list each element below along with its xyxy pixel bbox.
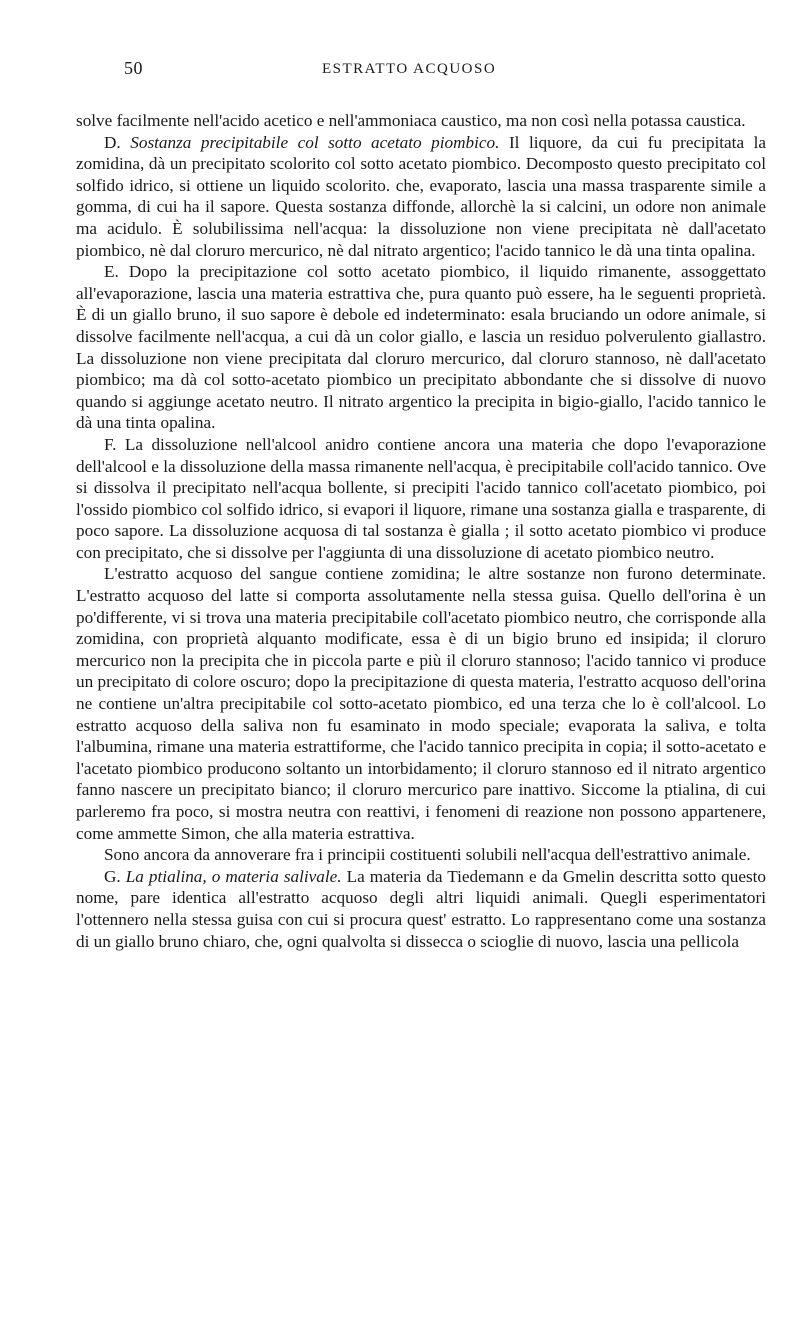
section-d <box>76 132 766 262</box>
paragraph-text: La dissoluzione nell'alcool anidro contiene ancora una materia che dopo l'evaporazione dell'alcool e la dissoluzione della massa rimanente nell'acqua, è precipitabile coll'acido tannico. Ove si dissolva il precipitato nell'acqua bollente, si precipiti l'acido tannico coll'acetato piombico, poi l'ossido piombico col solfido idrico, si evapori il liquore, rimane una sostanza gialla e trasparente, di poco sapore. La dissoluzione acquosa di tal sostanza è gialla ; il sotto acetato piombico vi produce con precipitato, che si dissolve per l'aggiunta di una dissoluzione di acetato piombico neutro. <box>76 434 766 562</box>
paragraph-text: Dopo la precipitazione col sotto acetato piombico, il liquido rimanente, assoggettato all'evaporazione, lascia una materia estrattiva che, pura quanto può essere, ha le seguenti proprietà. È di un giallo bruno, il suo sapore è debole ed indeterminato: esala bruciando un odore animale, si dissolve facilmente nell'acqua, a cui dà un color giallo, e lascia un residuo polverulento giallastro. La dissoluzione non viene precipitata dal cloruro mercurico, dal cloruro stannoso, nè dall'acetato piombico; ma dà col sotto-acetato piombico un precipitato abbondante che si dissolve di nuovo quando si aggiunge acetato neutro. Il nitrato argentico la precipita in bigio-giallo, l'acido tannico le dà una tinta opalina. <box>76 262 766 433</box>
page-number: 50 <box>124 58 143 78</box>
section-f <box>76 434 766 564</box>
section-letter: D. <box>104 132 121 152</box>
section-e <box>76 261 766 434</box>
section-title: Sostanza precipitabile col sotto acetato piombico. <box>130 132 500 152</box>
page-header <box>0 58 800 88</box>
section-title: La ptialina, o materia salivale. <box>125 866 342 886</box>
paragraph-text: L'estratto acquoso del sangue contiene zomidina; le altre sostanze non furono determinate. L'estratto acquoso del latte si comporta assolutamente nella stessa guisa. Quello dell'orina è un po'differente, vi si trova una materia precipitabile coll'acetato piombico neutro, che corrisponde alla zomidina, con proprietà alquanto modificate, essa è di un bigio bruno ed insipida; il cloruro mercurico non la precipita che in piccola parte e più il cloruro stannoso; l'acido tannico vi produce un precipitato di colore oscuro; dopo la precipitazione di questa materia, l'estratto acquoso dell'orina ne contiene un'altra precipitabile col sotto-acetato piombico, ed una terza che lo è coll'alcool. Lo estratto acquoso della saliva non fu esaminato in modo speciale; evaporata la saliva, e tolta l'albumina, rimane una materia estrattiforme, che l'acido tannico precipita in copia; il sotto-acetato e l'acetato piombico producono soltanto un intorbidamento; il cloruro stannoso ed il nitrato argentico fanno nascere un precipitato bianco; il cloruro mercurico pare inattivo. Siccome la ptialina, di cui parleremo fra poco, si mostra neutra con reattivi, i fenomeni di reazione non possono appartenere, come ammette Simon, che alla materia estrattiva. <box>76 564 766 843</box>
paragraph-extracts <box>76 563 766 844</box>
running-head: ESTRATTO ACQUOSO <box>322 61 497 77</box>
section-letter: F. <box>104 434 117 454</box>
paragraph-constituents <box>76 844 766 866</box>
section-letter: E. <box>104 262 119 282</box>
paragraph-text: Il liquore, da cui fu precipitata la zomidina, dà un precipitato scolorito col sotto acetato piombico. Decomposto questo precipitato col solfido idrico, si ottiene un liquido scolorito. che, evaporato, lascia una massa trasparente simile a gomma, di cui ha il sapore. Questa sostanza diffonde, allorchè la si calcini, un odore non animale ma acidulo. È solubilissima nell'acqua: la dissoluzione non viene precipitata nè dall'acetato piombico, nè dal cloruro mercurico, nè dal nitrato argentico; l'acido tannico le dà una tinta opalina. <box>76 132 767 260</box>
body-text <box>76 110 766 952</box>
section-letter: G. <box>104 866 121 886</box>
paragraph-text: La materia da Tiedemann e da Gmelin descritta sotto questo nome, pare identica all'estratto acquoso degli altri liquidi animali. Quegli esperimentatori l'ottennero nella stessa guisa con cui si procura quest' estratto. Lo rappresentano come una sostanza di un giallo bruno chiaro, che, ogni qualvolta si dissecca o scioglie di nuovo, lascia una pellicola <box>76 866 767 951</box>
section-g <box>76 866 766 952</box>
paragraph-continuation <box>76 110 766 132</box>
paragraph-text: Sono ancora da annoverare fra i principii costituenti solubili nell'acqua dell'estrattivo animale. <box>104 845 751 865</box>
paragraph-text: solve facilmente nell'acido acetico e nell'ammoniaca caustico, ma non così nella potassa caustica. <box>76 111 746 130</box>
